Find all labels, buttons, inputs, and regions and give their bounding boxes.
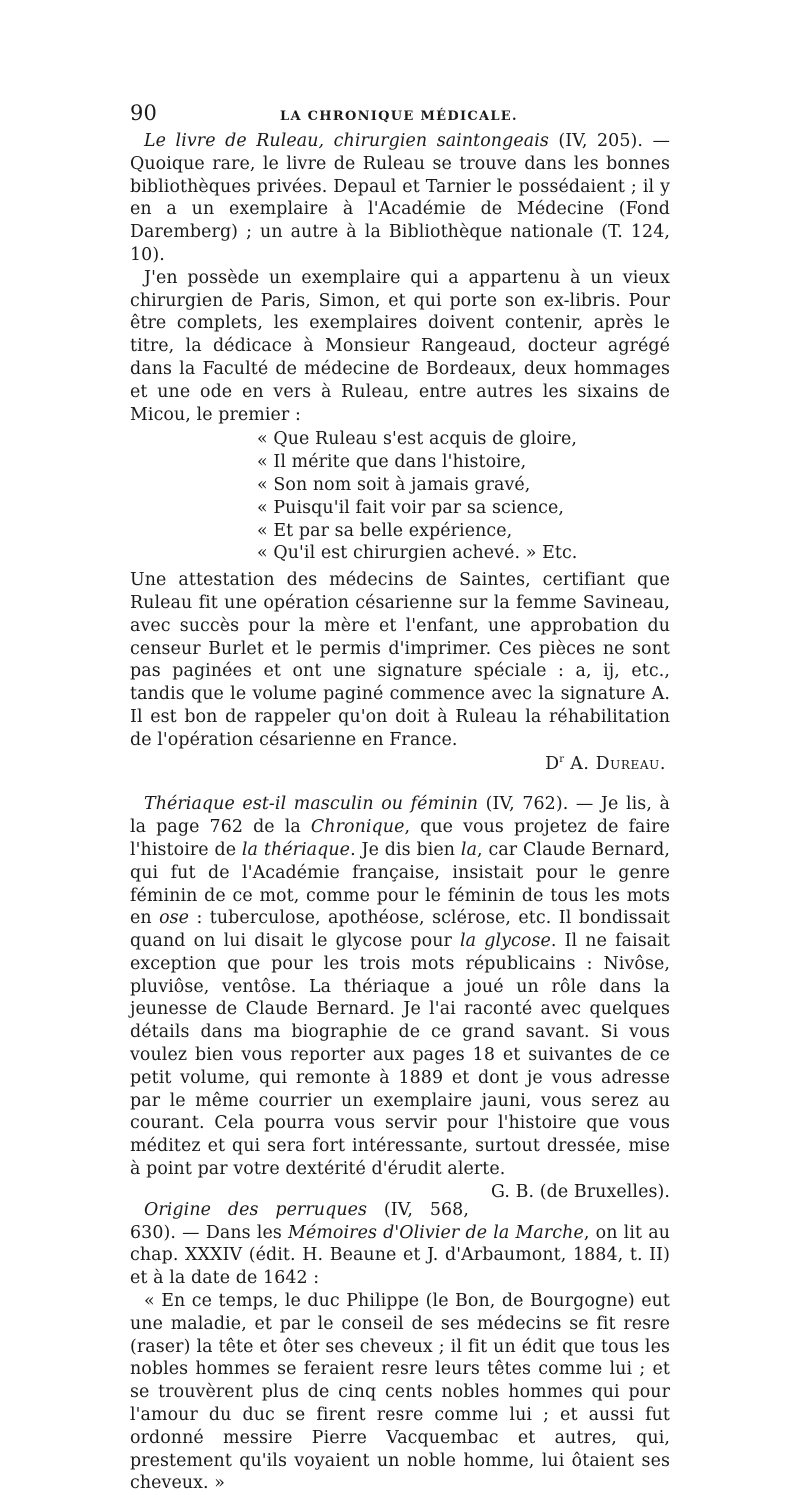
verse-quotation [257,428,670,565]
verse-line: « Que Ruleau s'est acquis de gloire, [257,429,577,450]
article-title: Le livre de Ruleau, chirurgien saintongeais [144,131,549,151]
running-title: LA CHRONIQUE MÉDICALE. [280,109,518,124]
block-quotation: « En ce temps, le duc Philippe (le Bon, de Bourgogne) eut une maladie, et par le conseil de ses médecins se fit resre (raser) la tête et ôter ses cheveux ; il fit un édit que tous les nobles hommes se feraient resre leurs têtes comme lui ; et se trouvèrent plus de cinq cents nobles hommes qui pour l'amour du duc se firent resre comme lui ; et aussi fut ordonné messire Pierre Vacquembac et autres, qui, prestement qu'ils voyaient un noble homme, lui ôtaient ses cheveux. » [130,1291,670,1494]
article-theriaque [130,793,671,1202]
verse-line: « Il mérite que dans l'histoire, [257,452,527,473]
running-header [130,102,670,128]
paragraph: J'en possède un exemplaire qui a appartenu à un vieux chirurgien de Paris, Simon, et qui porte son ex-libris. Pour être complets, les exemplaires doivent contenir, après le titre, la dédicace à Monsieur Rangeaud, docteur agrégé dans la Faculté de médecine de Bordeaux, deux hommages et une ode en vers à Ruleau, entre autres les sixains de Micou, le premier : [130,267,670,425]
verse-line: « Et par sa belle expérience, [257,520,513,541]
article-title: Thériaque est-il masculin ou féminin [144,794,479,815]
verse-line: « Qu'il est chirurgien achevé. » Etc. [257,543,578,564]
verse-line: « Puisqu'il fait voir par sa science, [257,497,565,518]
paragraph: Une attestation des médecins de Saintes, certifiant que Ruleau fit une opération césarienne sur la femme Savineau, avec succès pour la mère et l'enfant, une approbation du censeur Burlet et le permis d'imprimer. Ces pièces ne sont pas paginées et ont une signature spéciale : a, ij, etc., tandis que le volume paginé commence avec la signature A. Il est bon de rappeler qu'on doit à Ruleau la réhabilitation de l'opération césarienne en France. [130,570,670,750]
paragraph-text: Quoique rare, le livre de Ruleau se trouve dans les bonnes bibliothèques privées. Depaul et Tarnier le possédaient ; il y en a un exemplaire à l'Académie de Médecine (Fond Daremberg) ; un autre à la Bibliothèque nationale (T. 124, 10). [130,153,670,265]
verse-line: « Son nom soit à jamais gravé, [257,474,531,495]
signature: G. B. (de Bruxelles). [490,1181,670,1202]
paragraph [130,130,670,267]
paragraph: Thériaque est-il masculin ou féminin (IV, 762). — Je lis, à la page 762 de la Chronique, que vous projetez de faire l'histoire de la thériaque. Je dis bien la, car Claude Bernard, qui fut de l'Académie française, insistait pour le genre féminin de ce mot, comme pour le féminin de tous les mots en ose : tuberculose, apothéose, sclérose, etc. Il bondissait quand on lui disait le glycose pour la glycose. Il ne faisait exception que pour les trois mots républicains : Nivôse, pluviôse, ventôse. La thériaque a joué un rôle dans la jeunesse de Claude Bernard. Je l'ai raconté avec quelques détails dans ma biographie de ce grand savant. Si vous voulez bien vous reporter aux pages 18 et suivantes de ce petit volume, qui remonte à 1889 et dont je vous adresse par le même courrier un exemplaire jauni, vous serez au courant. Cela pourra vous servir pour l'histoire que vous méditez et qui sera fort intéressante, surtout dressée, mise à point par votre dextérité d'érudit alerte. G. B. (de Bruxelles). [130,794,671,1202]
article-reference: (IV, 205). — [548,131,670,151]
article-ruleau [130,130,670,775]
page-number: 90 [130,101,157,125]
article-title: Origine des perruques [144,1199,368,1220]
article-reference: (IV, 762). — [478,794,601,815]
article-perruques [130,1199,670,1495]
signature: $D^r$ A. Dureau. [545,753,666,774]
document-page [130,102,670,1495]
paragraph: Origine des perruques (IV, 568, 630). — Dans les Mémoires d'Olivier de la Marche, on lit au chap. XXXIV (édit. H. Beaune et J. d'Arbaumont, 1884, t. II) et à la date de 1642 : [130,1199,670,1289]
article-reference: (IV, 568, 630). — [130,1199,469,1243]
